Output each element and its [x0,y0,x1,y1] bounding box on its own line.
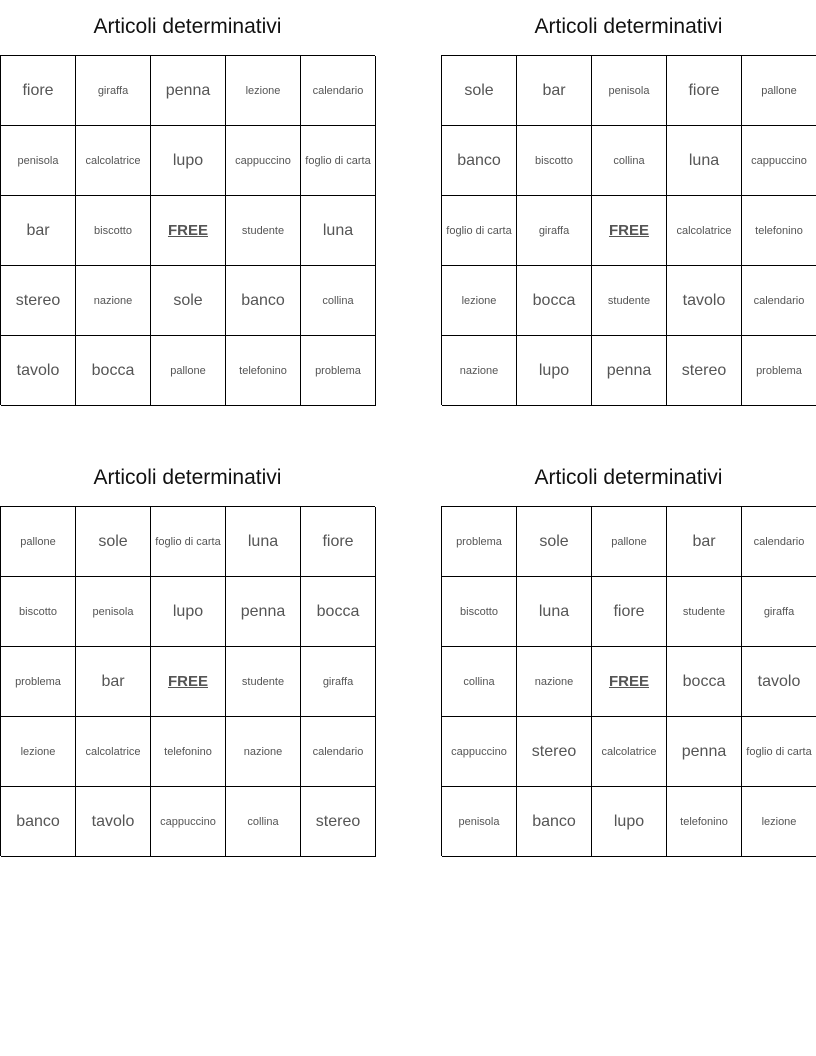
bingo-cell: lupo [592,787,667,857]
bingo-card [0,0,375,405]
bingo-cell: bar [667,507,742,577]
bingo-cell: telefonino [742,196,816,266]
bingo-cell: lupo [151,577,226,647]
bingo-cell: luna [517,577,592,647]
bingo-cell: sole [151,266,226,336]
bingo-cell: calcolatrice [667,196,742,266]
free-cell: FREE [592,647,667,717]
bingo-cell: sole [517,507,592,577]
bingo-cell: bocca [301,577,376,647]
bingo-cell: foglio di carta [442,196,517,266]
bingo-cell: problema [1,647,76,717]
bingo-cell: bocca [76,336,151,406]
card-title: Articoli determinativi [93,466,282,489]
bingo-cell: penisola [442,787,517,857]
bingo-cell: luna [301,196,376,266]
bingo-cell: stereo [301,787,376,857]
bingo-cell: foglio di carta [301,126,376,196]
card-title: Articoli determinativi [93,15,282,38]
bingo-cell: banco [442,126,517,196]
bingo-cell: fiore [301,507,376,577]
bingo-card [441,451,816,856]
bingo-cell: giraffa [742,577,816,647]
bingo-cell: fiore [1,56,76,126]
bingo-cell: bocca [517,266,592,336]
bingo-cell: calendario [301,56,376,126]
bingo-cell: penisola [76,577,151,647]
bingo-cell: pallone [151,336,226,406]
bingo-cell: collina [301,266,376,336]
bingo-cell: calcolatrice [76,126,151,196]
bingo-cell: penisola [592,56,667,126]
bingo-cell: nazione [76,266,151,336]
bingo-cell: foglio di carta [151,507,226,577]
bingo-cell: studente [592,266,667,336]
bingo-cell: cappuccino [226,126,301,196]
bingo-cell: nazione [442,336,517,406]
bingo-cell: telefonino [226,336,301,406]
bingo-cell: stereo [517,717,592,787]
bingo-cell: lezione [226,56,301,126]
bingo-cell: collina [442,647,517,717]
bingo-cell: penna [667,717,742,787]
bingo-cell: fiore [592,577,667,647]
free-cell: FREE [151,647,226,717]
bingo-cell: calcolatrice [592,717,667,787]
bingo-cell: bar [1,196,76,266]
bingo-cell: fiore [667,56,742,126]
bingo-cell: lezione [1,717,76,787]
bingo-cell: sole [442,56,517,126]
bingo-cell: problema [742,336,816,406]
bingo-cell: biscotto [442,577,517,647]
bingo-cell: studente [667,577,742,647]
bingo-cell: nazione [226,717,301,787]
bingo-cell: pallone [742,56,816,126]
bingo-cell: calendario [742,266,816,336]
bingo-cell: giraffa [76,56,151,126]
bingo-cell: pallone [592,507,667,577]
bingo-cell: collina [226,787,301,857]
bingo-cell: calendario [742,507,816,577]
bingo-cell: problema [442,507,517,577]
bingo-cell: penna [151,56,226,126]
bingo-cell: penisola [1,126,76,196]
bingo-cell: lupo [151,126,226,196]
card-title: Articoli determinativi [534,15,723,38]
bingo-cell: bar [517,56,592,126]
bingo-cell: tavolo [1,336,76,406]
bingo-cell: stereo [1,266,76,336]
bingo-grid [0,55,375,405]
bingo-cell: luna [667,126,742,196]
bingo-cell: telefonino [151,717,226,787]
card-title: Articoli determinativi [534,466,723,489]
bingo-cell: giraffa [301,647,376,717]
bingo-cell: biscotto [517,126,592,196]
bingo-cell: tavolo [742,647,816,717]
bingo-cell: cappuccino [151,787,226,857]
bingo-card [441,0,816,405]
bingo-cell: biscotto [1,577,76,647]
bingo-cell: studente [226,196,301,266]
bingo-grid [441,55,816,405]
bingo-cell: nazione [517,647,592,717]
bingo-cell: lezione [442,266,517,336]
bingo-cell: banco [1,787,76,857]
bingo-cell: sole [76,507,151,577]
bingo-cell: collina [592,126,667,196]
bingo-card [0,451,375,856]
free-cell: FREE [592,196,667,266]
bingo-cell: lupo [517,336,592,406]
bingo-cell: foglio di carta [742,717,816,787]
bingo-cell: pallone [1,507,76,577]
bingo-cell: penna [592,336,667,406]
bingo-cell: giraffa [517,196,592,266]
bingo-cell: calcolatrice [76,717,151,787]
bingo-cell: telefonino [667,787,742,857]
bingo-cell: problema [301,336,376,406]
bingo-cell: calendario [301,717,376,787]
bingo-cell: cappuccino [742,126,816,196]
bingo-cell: bocca [667,647,742,717]
bingo-cell: bar [76,647,151,717]
bingo-cell: lezione [742,787,816,857]
bingo-cell: stereo [667,336,742,406]
free-cell: FREE [151,196,226,266]
bingo-cell: penna [226,577,301,647]
bingo-cell: banco [517,787,592,857]
bingo-cell: banco [226,266,301,336]
bingo-cell: luna [226,507,301,577]
bingo-grid [441,506,816,856]
bingo-cell: studente [226,647,301,717]
bingo-cell: tavolo [667,266,742,336]
bingo-cell: tavolo [76,787,151,857]
bingo-cell: cappuccino [442,717,517,787]
bingo-cell: biscotto [76,196,151,266]
bingo-grid [0,506,375,856]
